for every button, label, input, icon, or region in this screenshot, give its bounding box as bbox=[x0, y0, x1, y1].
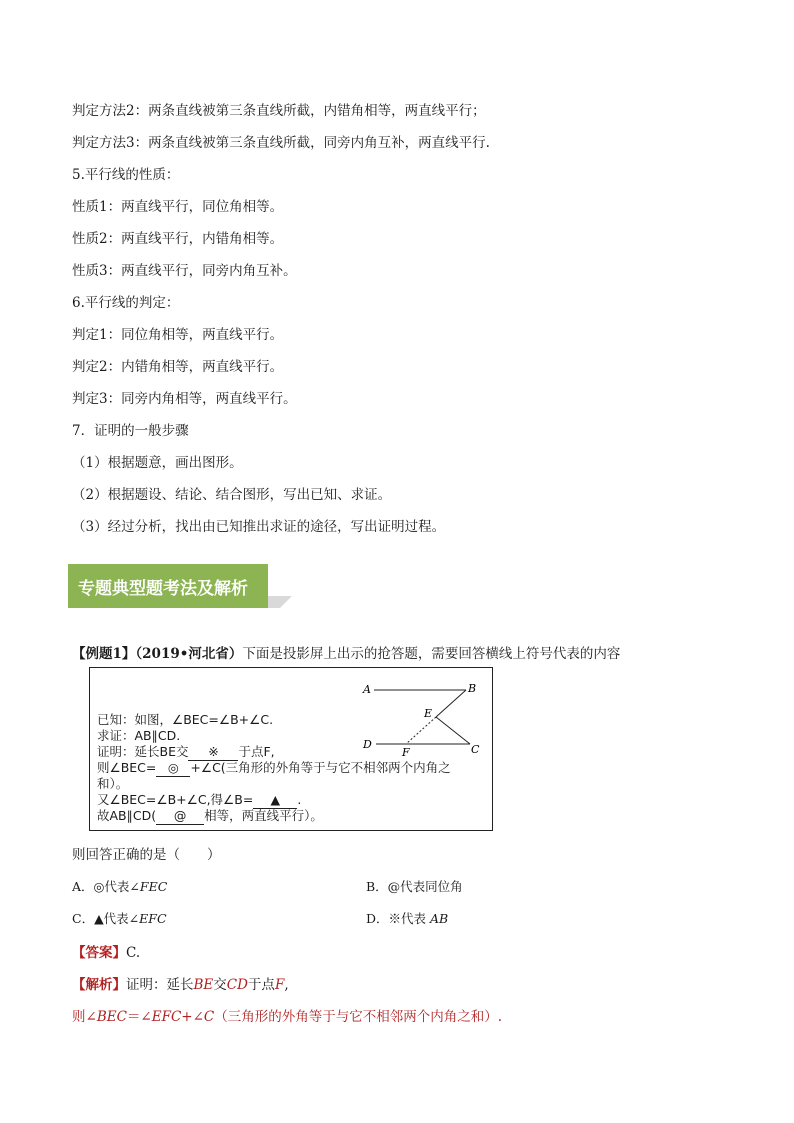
analysis-text: +∠ bbox=[181, 1009, 204, 1025]
box-proof-line3: 和）。 bbox=[97, 776, 129, 791]
label-b: B bbox=[468, 682, 477, 695]
choice-a-label: A．◎代表∠ bbox=[72, 879, 140, 894]
choice-c-var: EFC bbox=[139, 911, 167, 926]
choice-c-label: C．▲代表∠ bbox=[72, 911, 140, 926]
text-line: 判定1：同位角相等，两直线平行。 bbox=[72, 327, 284, 343]
section-title: 专题典型题考法及解析 bbox=[68, 564, 268, 608]
analysis-text: 证明：延长 bbox=[126, 977, 194, 993]
analysis-var: F bbox=[274, 977, 285, 993]
box-proof-line1 bbox=[97, 744, 275, 761]
text-line: （3）经过分析，找出由已知推出求证的途径，写出证明过程。 bbox=[72, 519, 446, 535]
geometry-figure bbox=[358, 678, 488, 758]
box-text-part: 则∠BEC= bbox=[97, 760, 157, 775]
box-proof-line5 bbox=[97, 808, 323, 825]
analysis-text: 交 bbox=[213, 977, 227, 993]
box-text-part: 相等，两直线平行）。 bbox=[204, 808, 323, 823]
choice-b-label: B．@代表同位角 bbox=[366, 879, 463, 894]
example-text: 下面是投影屏上出示的抢答题，需要回答横线上符号代表的内容 bbox=[242, 646, 621, 662]
choice-a[interactable] bbox=[72, 877, 167, 895]
example-tag: 【例题1】 bbox=[72, 646, 136, 662]
label-e: E bbox=[424, 707, 433, 720]
analysis-text: （三角形的外角等于与它不相邻两个内角之和）. bbox=[214, 1009, 503, 1025]
choice-d-label: D．※代表 bbox=[366, 911, 430, 926]
analysis-line2 bbox=[72, 1005, 502, 1025]
analysis-tag: 【解析】 bbox=[72, 977, 126, 993]
text-line: 6.平行线的判定： bbox=[72, 295, 180, 311]
blank-symbol: ▲ bbox=[253, 792, 297, 809]
text-line: 性质1：两直线平行，同位角相等。 bbox=[72, 199, 284, 215]
example-source: （2019•河北省） bbox=[135, 646, 243, 662]
box-text-part: 于点F, bbox=[238, 744, 275, 759]
text-line: （2）根据题设、结论、结合图形，写出已知、求证。 bbox=[72, 487, 392, 503]
analysis-text: , bbox=[284, 977, 289, 993]
box-text-part: 又∠BEC=∠B+∠C,得∠B= bbox=[97, 792, 254, 807]
answer-value: C. bbox=[126, 945, 141, 961]
choice-a-var: FEC bbox=[139, 879, 168, 894]
box-proof-line4 bbox=[97, 792, 301, 809]
analysis-var: BE bbox=[193, 977, 214, 993]
box-text-part: +∠C(三角形的外角等于与它不相邻两个内角之 bbox=[190, 760, 451, 775]
label-c: C bbox=[471, 743, 480, 756]
analysis-var: EFC bbox=[151, 1009, 182, 1025]
segment-be bbox=[436, 690, 466, 717]
analysis-line1 bbox=[72, 973, 289, 993]
answer-line bbox=[72, 941, 140, 961]
analysis-var: BEC bbox=[96, 1009, 127, 1025]
box-proof-line2 bbox=[97, 760, 451, 777]
choice-b[interactable] bbox=[366, 877, 463, 895]
choice-c[interactable] bbox=[72, 909, 167, 927]
blank-symbol: @ bbox=[156, 808, 204, 825]
example-heading bbox=[72, 642, 620, 662]
analysis-var: C bbox=[203, 1009, 215, 1025]
label-a: A bbox=[363, 683, 371, 696]
text-line: 判定2：内错角相等，两直线平行。 bbox=[72, 359, 284, 375]
question-text: 则回答正确的是（ ） bbox=[72, 847, 221, 863]
choice-d[interactable] bbox=[366, 909, 448, 927]
answer-tag: 【答案】 bbox=[72, 945, 126, 961]
box-prove: 求证：AB∥CD. bbox=[97, 728, 181, 743]
analysis-var: CD bbox=[226, 977, 248, 993]
box-given: 已知：如图，∠BEC=∠B+∠C. bbox=[97, 712, 274, 727]
choice-d-var: AB bbox=[430, 911, 449, 926]
blank-symbol: ◎ bbox=[156, 760, 190, 777]
blank-symbol: ※ bbox=[188, 744, 238, 761]
text-line: 判定方法2：两条直线被第三条直线所截，内错角相等，两直线平行； bbox=[72, 103, 486, 119]
segment-ef-dashed bbox=[406, 717, 436, 744]
segment-ec bbox=[436, 717, 470, 744]
text-line: 7．证明的一般步骤 bbox=[72, 423, 189, 439]
text-line: 判定3：同旁内角相等，两直线平行。 bbox=[72, 391, 297, 407]
text-line: 性质3：两直线平行，同旁内角互补。 bbox=[72, 263, 297, 279]
text-line: （1）根据题意，画出图形。 bbox=[72, 455, 243, 471]
box-text-part: . bbox=[297, 792, 302, 807]
box-text-part: 证明：延长BE交 bbox=[97, 744, 189, 759]
text-line: 5.平行线的性质： bbox=[72, 167, 180, 183]
text-line: 判定方法3：两条直线被第三条直线所截，同旁内角互补，两直线平行. bbox=[72, 135, 490, 151]
label-d: D bbox=[363, 738, 372, 751]
box-text-part: 故AB∥CD( bbox=[97, 808, 157, 823]
analysis-text: ＝∠ bbox=[126, 1009, 152, 1025]
text-line: 性质2：两直线平行，内错角相等。 bbox=[72, 231, 284, 247]
analysis-text: 于点 bbox=[247, 977, 275, 993]
label-f: F bbox=[402, 746, 410, 758]
analysis-text: 则∠ bbox=[72, 1009, 97, 1025]
